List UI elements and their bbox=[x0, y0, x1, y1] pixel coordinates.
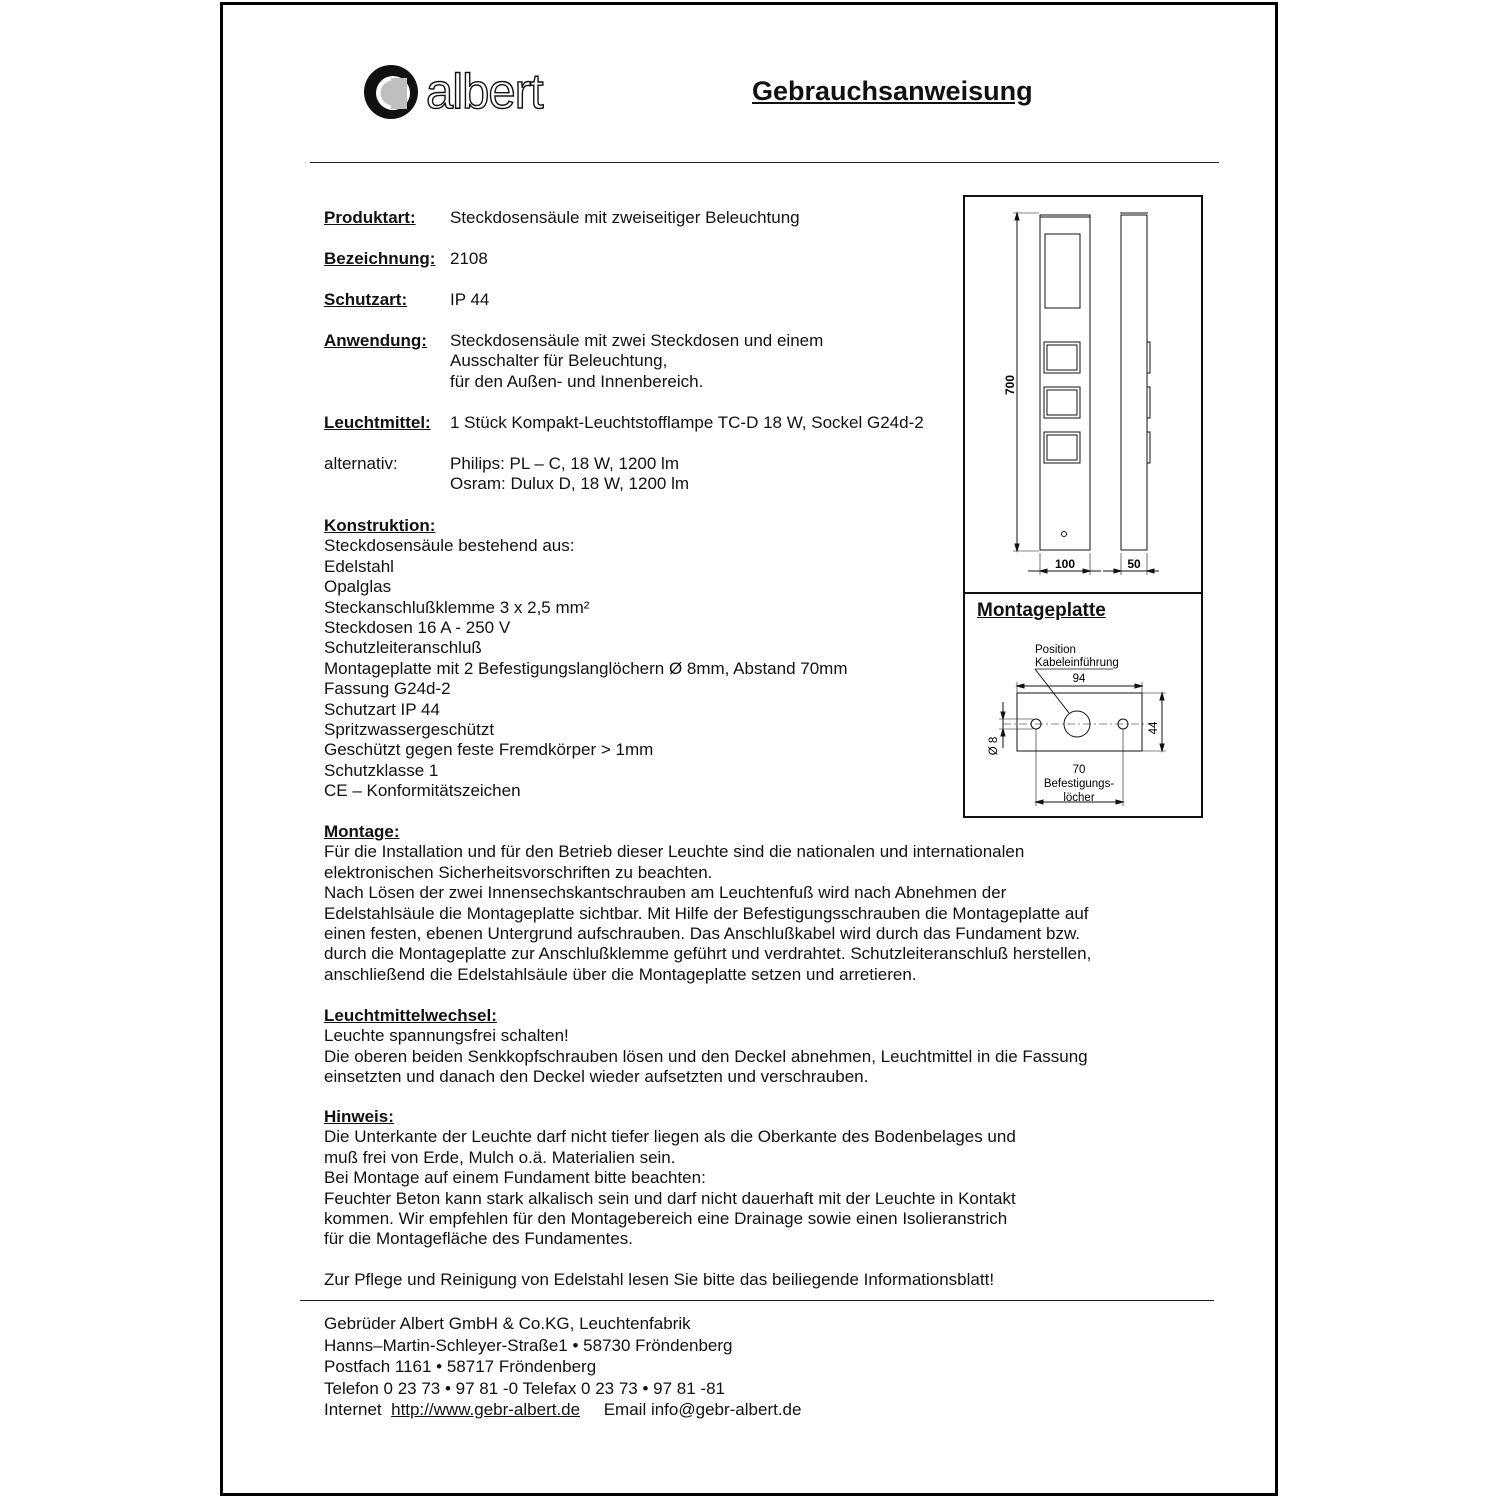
konstruktion-line: Steckdosensäule bestehend aus: bbox=[324, 536, 575, 556]
konstruktion-line: Edelstahl bbox=[324, 556, 394, 576]
header-divider bbox=[310, 162, 1219, 163]
montage-line: durch die Montageplatte zur Anschlußklemme geführt und verdrahtet. Schutzleiteranschluß herstellen, bbox=[324, 944, 1092, 964]
socket-2 bbox=[1044, 387, 1080, 418]
montage-section bbox=[324, 822, 1144, 985]
konstruktion-line: Opalglas bbox=[324, 577, 392, 597]
konstruktion-line: Schutzart IP 44 bbox=[324, 699, 440, 719]
spec-value: 2108 bbox=[450, 249, 488, 268]
hinweis-line: kommen. Wir empfehlen für den Montagebereich eine Drainage sowie einen Isolieranstrich bbox=[324, 1209, 1008, 1229]
montage-line: Für die Installation und für den Betrieb dieser Leuchte sind die nationalen und internationalen bbox=[324, 842, 1025, 862]
spec-value: Steckdosensäule mit zwei Steckdosen und einem Ausschalter für Beleuchtung, für den Außen- und Innenbereich. bbox=[450, 331, 824, 391]
hinweis-line: Feuchter Beton kann stark alkalisch sein und darf nicht dauerhaft mit der Leuchte in Kontakt bbox=[324, 1188, 1016, 1208]
website-link[interactable]: http://www.gebr-albert.de bbox=[391, 1400, 581, 1419]
konstruktion-line: Spritzwassergeschützt bbox=[324, 720, 495, 740]
spec-label: Leuchtmittel: bbox=[324, 413, 431, 432]
plate-height-dimension: 44 bbox=[1148, 721, 1160, 735]
montage-line: elektronischen Sicherheitsvorschriften zu beachten. bbox=[324, 862, 713, 882]
montage-line: einen festen, ebenen Untergrund aufschrauben. Das Anschlußkabel wird durch das Fundament bzw. bbox=[324, 924, 1081, 944]
logo-text: albert bbox=[426, 65, 543, 119]
holes-label: Befestigungs- bbox=[1043, 778, 1115, 790]
montage-line: Edelstahlsäule die Montageplatte sichtbar. Mit Hilfe der Befestigungsschrauben die Montageplatte auf bbox=[324, 903, 1089, 923]
side-width-dimension: 50 bbox=[1127, 557, 1141, 571]
footer-phone: Telefon 0 23 73 • 97 81 -0 Telefax 0 23 73 • 97 81 -81 bbox=[324, 1379, 725, 1398]
konstruktion-line: Fassung G24d-2 bbox=[324, 679, 451, 699]
column-side-outline bbox=[1121, 215, 1147, 550]
section-heading: Konstruktion: bbox=[324, 516, 436, 535]
footer-internet-row bbox=[324, 1399, 801, 1421]
hinweis-line: Bei Montage auf einem Fundament bitte beachten: bbox=[324, 1168, 706, 1188]
footer-company: Gebrüder Albert GmbH & Co.KG, Leuchtenfabrik bbox=[324, 1314, 691, 1333]
hole-diameter-dimension: Ø 8 bbox=[988, 736, 1000, 756]
spec-value: Philips: PL – C, 18 W, 1200 lm Osram: Dulux D, 18 W, 1200 lm bbox=[450, 454, 690, 494]
document-title: Gebrauchsanweisung bbox=[752, 76, 1033, 106]
pflege-line: Zur Pflege und Reinigung von Edelstahl lesen Sie bitte das beiliegende Informationsblatt! bbox=[324, 1270, 995, 1289]
column-drawing bbox=[963, 195, 1203, 593]
section-heading: Leuchtmittelwechsel: bbox=[324, 1006, 497, 1025]
height-dimension: 700 bbox=[1003, 374, 1017, 396]
switch bbox=[1044, 432, 1080, 463]
konstruktion-line: Montageplatte mit 2 Befestigungslanglöchern Ø 8mm, Abstand 70mm bbox=[324, 658, 848, 678]
footer-postbox: Postfach 1161 • 58717 Fröndenberg bbox=[324, 1357, 597, 1376]
internet-label: Internet bbox=[324, 1400, 382, 1419]
montage-line: Nach Lösen der zwei Innensechskantschrauben am Leuchtenfuß wird nach Abnehmen der bbox=[324, 883, 1007, 903]
cable-entry-label: Kabeleinführung bbox=[1035, 657, 1119, 669]
email-text: Email info@gebr-albert.de bbox=[603, 1400, 802, 1419]
konstruktion-line: Steckanschlußklemme 3 x 2,5 mm² bbox=[324, 597, 590, 617]
albert-logo bbox=[362, 64, 602, 120]
konstruktion-line: Steckdosen 16 A - 250 V bbox=[324, 618, 511, 638]
konstruktion-line: Geschützt gegen feste Fremdkörper > 1mm bbox=[324, 740, 654, 760]
spec-label: Anwendung: bbox=[324, 331, 427, 350]
spec-value: Steckdosensäule mit zweiseitiger Beleuchtung bbox=[450, 208, 800, 227]
section-heading: Montage: bbox=[324, 822, 400, 841]
leuchtmittelwechsel-section bbox=[324, 1006, 1144, 1088]
konstruktion-line: Schutzleiteranschluß bbox=[324, 638, 482, 658]
montageplatte-title: Montageplatte bbox=[977, 600, 1106, 621]
hole-spacing-dimension: 70 bbox=[1072, 764, 1086, 776]
column-front-outline bbox=[1040, 215, 1090, 550]
front-width-dimension: 100 bbox=[1054, 557, 1076, 571]
wechsel-line: Die oberen beiden Senkkopfschrauben lösen und den Deckel abnehmen, Leuchtmittel in die Fassung bbox=[324, 1046, 1088, 1066]
pflege-note bbox=[324, 1270, 1144, 1290]
plate-width-dimension: 94 bbox=[1072, 673, 1086, 685]
wechsel-line: Leuchte spannungsfrei schalten! bbox=[324, 1026, 569, 1046]
montage-line: anschließend die Edelstahlsäule über die Montageplatte setzen und arretieren. bbox=[324, 964, 917, 984]
spec-label: Schutzart: bbox=[324, 290, 408, 309]
spec-value: IP 44 bbox=[450, 290, 490, 309]
wechsel-line: einsetzten und danach den Deckel wieder aufsetzten und verschrauben. bbox=[324, 1067, 869, 1087]
light-window bbox=[1045, 234, 1080, 308]
hinweis-line: für die Montagefläche des Fundamentes. bbox=[324, 1229, 634, 1249]
footer-address: Hanns–Martin-Schleyer-Straße1 • 58730 Fröndenberg bbox=[324, 1336, 733, 1355]
hinweis-line: Die Unterkante der Leuchte darf nicht tiefer liegen als die Oberkante des Bodenbelages und bbox=[324, 1127, 1016, 1147]
section-heading: Hinweis: bbox=[324, 1107, 394, 1126]
hinweis-section bbox=[324, 1107, 1144, 1250]
hinweis-line: muß frei von Erde, Mulch o.ä. Materialien sein. bbox=[324, 1147, 676, 1167]
spec-value: 1 Stück Kompakt-Leuchtstofflampe TC-D 18 W, Sockel G24d-2 bbox=[450, 413, 924, 432]
spec-label: alternativ: bbox=[324, 454, 398, 473]
holes-label-2: löcher bbox=[1063, 792, 1095, 804]
position-label: Position bbox=[1035, 644, 1076, 656]
konstruktion-line: Schutzklasse 1 bbox=[324, 760, 439, 780]
spec-label: Bezeichnung: bbox=[324, 249, 436, 268]
mounting-plate-drawing bbox=[963, 630, 1203, 818]
spec-label: Produktart: bbox=[324, 208, 416, 227]
konstruktion-line: CE – Konformitätszeichen bbox=[324, 781, 521, 801]
footer-divider bbox=[300, 1300, 1214, 1301]
socket-1 bbox=[1044, 342, 1080, 373]
